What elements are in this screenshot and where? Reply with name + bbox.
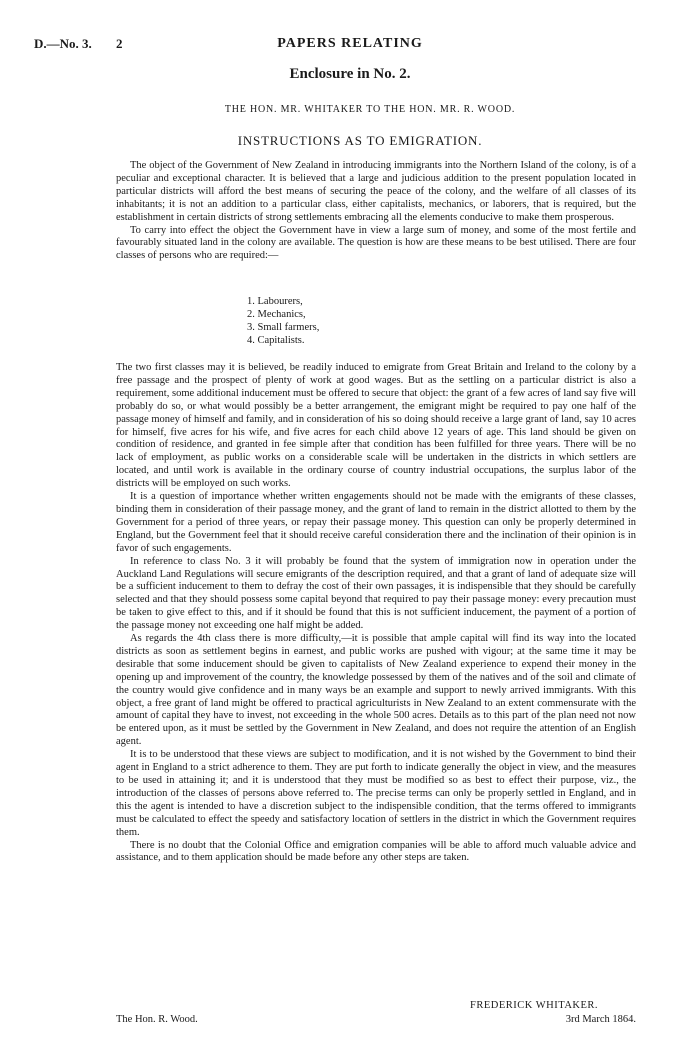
paragraph: In reference to class No. 3 it will probably be found that the system of immigration now in operation under the Auckland Land Regulations will secure emigrants of the description required, and that a grant of land of adequate size will be a sufficient inducement to them to defray the cost of their own passages, it is indispensible that they should be carefully selected and that they should possess some capital beyond that required to pay their passage money: every precaution must be taken to give effect to this, and if it should be found that this is not sufficient inducement, the payment of a portion of the passage money not exceeding one half might be added. [116,555,636,632]
enclosure-heading: Enclosure in No. 2. [289,66,411,82]
signature: FREDERICK WHITAKER. [470,1000,599,1011]
list-item: 1. Labourers, [247,296,303,307]
list-item: 3. Small farmers, [247,321,320,333]
paragraph: There is no doubt that the Colonial Office and emigration companies will be able to afford much valuable advice and assistance, and to them application should be made before any other steps are taken. [116,839,636,864]
paragraph: The two first classes may it is believed, be readily induced to emigrate from Great Britain and Ireland to the colony by a free passage and the prospect of plenty of work at good wages. But as the settling on a particular district is also a requirement, some additional inducement must be offered to secure that object: the grant of a few acres of land say five will probably do so, or what would possibly be a better arrangement, the emigrant might be required to pay one half of the passage money of himself and family, and in consideration of his so doing should receive a large grant of land, say 10 acres for himself, five acres for his wife, and five acres for each child above 12 years of age. This land should be given on condition of residence, and granted in fee simple after that condition has been fulfilled for three years. There will be no lack of employment, as public works on a considerable scale will be undertaken in the districts in which settlers are located, and until work is available in the ordinary course of country industrial occupations, the surplus labor of the districts will be employed on such works. [116,362,636,490]
list-item: 2. Mechanics, [247,308,306,320]
running-header [34,36,666,56]
paragraph: The object of the Government of New Zealand in introducing immigrants into the Northern Island of the colony, is of a peculiar and exceptional character. It is believed that a large and judicious addition to the present population located in particular districts will afford the best means of securing the peace of the colony, and the welfare of all classes of its inhabitants; it is not an addition to a particular class, either capitalists, mechanics, or laborers, that is required, but the establishment in certain districts of strong settlements embracing all the elements conducive to make them prosperous. [116,160,636,223]
addressee: The Hon. R. Wood. [116,1014,198,1025]
list-item: 4. Capitalists. [247,334,305,346]
document-reference: D.—No. 3. [34,36,92,51]
paragraph: As regards the 4th class there is more difficulty,—it is possible that ample capital will find its way into the located districts as soon as settlement begins in earnest, and public works are pushed with vigour; at the same time it may be desirable that some inducement should be given to capitalists of New Zealand experience to expend their money in the opening up and improvement of the country, the knowledge possessed by them of the natives and of the soil and climate of the country would give confidence and in many ways be an example and support to newly arrived immigrants. With this object, a free grant of land might be offered to practical agriculturists in New Zealand to an extent commensurate with the amount of capital they have to invest, not exceeding in the whole 500 acres. Details as to this part of the plan need not now be entered upon, as it must be settled by the Government in New Zealand, and does not require the attention of an English agent. [116,633,636,748]
from-to-line: THE HON. MR. WHITAKER TO THE HON. MR. R. WOOD. [224,104,516,115]
header-title: PAPERS RELATING [277,36,423,51]
paragraph: It is to be understood that these views are subject to modification, and it is not wished by the Government to bind their agent in England to a strict adherence to them. They are put forth to indicate generally the object in view, and the measures to be used in attaining it; and it is understood that they must be modified so as best to effect their purpose, viz., the introduction of the classes of persons above referred to. The precise terms can only be properly settled in England, and in this the agent is intended to have a discretion subject to the indispensible condition, that the terms offered to immigrants must be calculated to effect the speedy and satisfactory location of settlers in the district in which the Government requires them. [116,749,636,838]
body-section-2 [116,362,636,865]
paragraph: It is a question of importance whether written engagements should not be made with the emigrants of these classes, binding them in consideration of their passage money, and the grant of land to remain in the district allotted to them by the Government for a period of three years, or repay their passage money. This question can only be properly determined in England, but the Government feel that it should receive careful consideration there and the inclination of their opinion is in favor of such engagements. [116,491,636,554]
letter-date: 3rd March 1864. [565,1014,636,1025]
page-number: 2 [116,36,123,51]
body-section-1 [116,160,636,263]
paragraph: To carry into effect the object the Government have in view a large sum of money, and some of the most fertile and favourably situated land in the colony are available. The question is how are these means to be best utilised. There are four classes of persons who are required:— [116,224,636,262]
classes-list [247,296,319,348]
document-heading: INSTRUCTIONS AS TO EMIGRATION. [237,133,483,148]
